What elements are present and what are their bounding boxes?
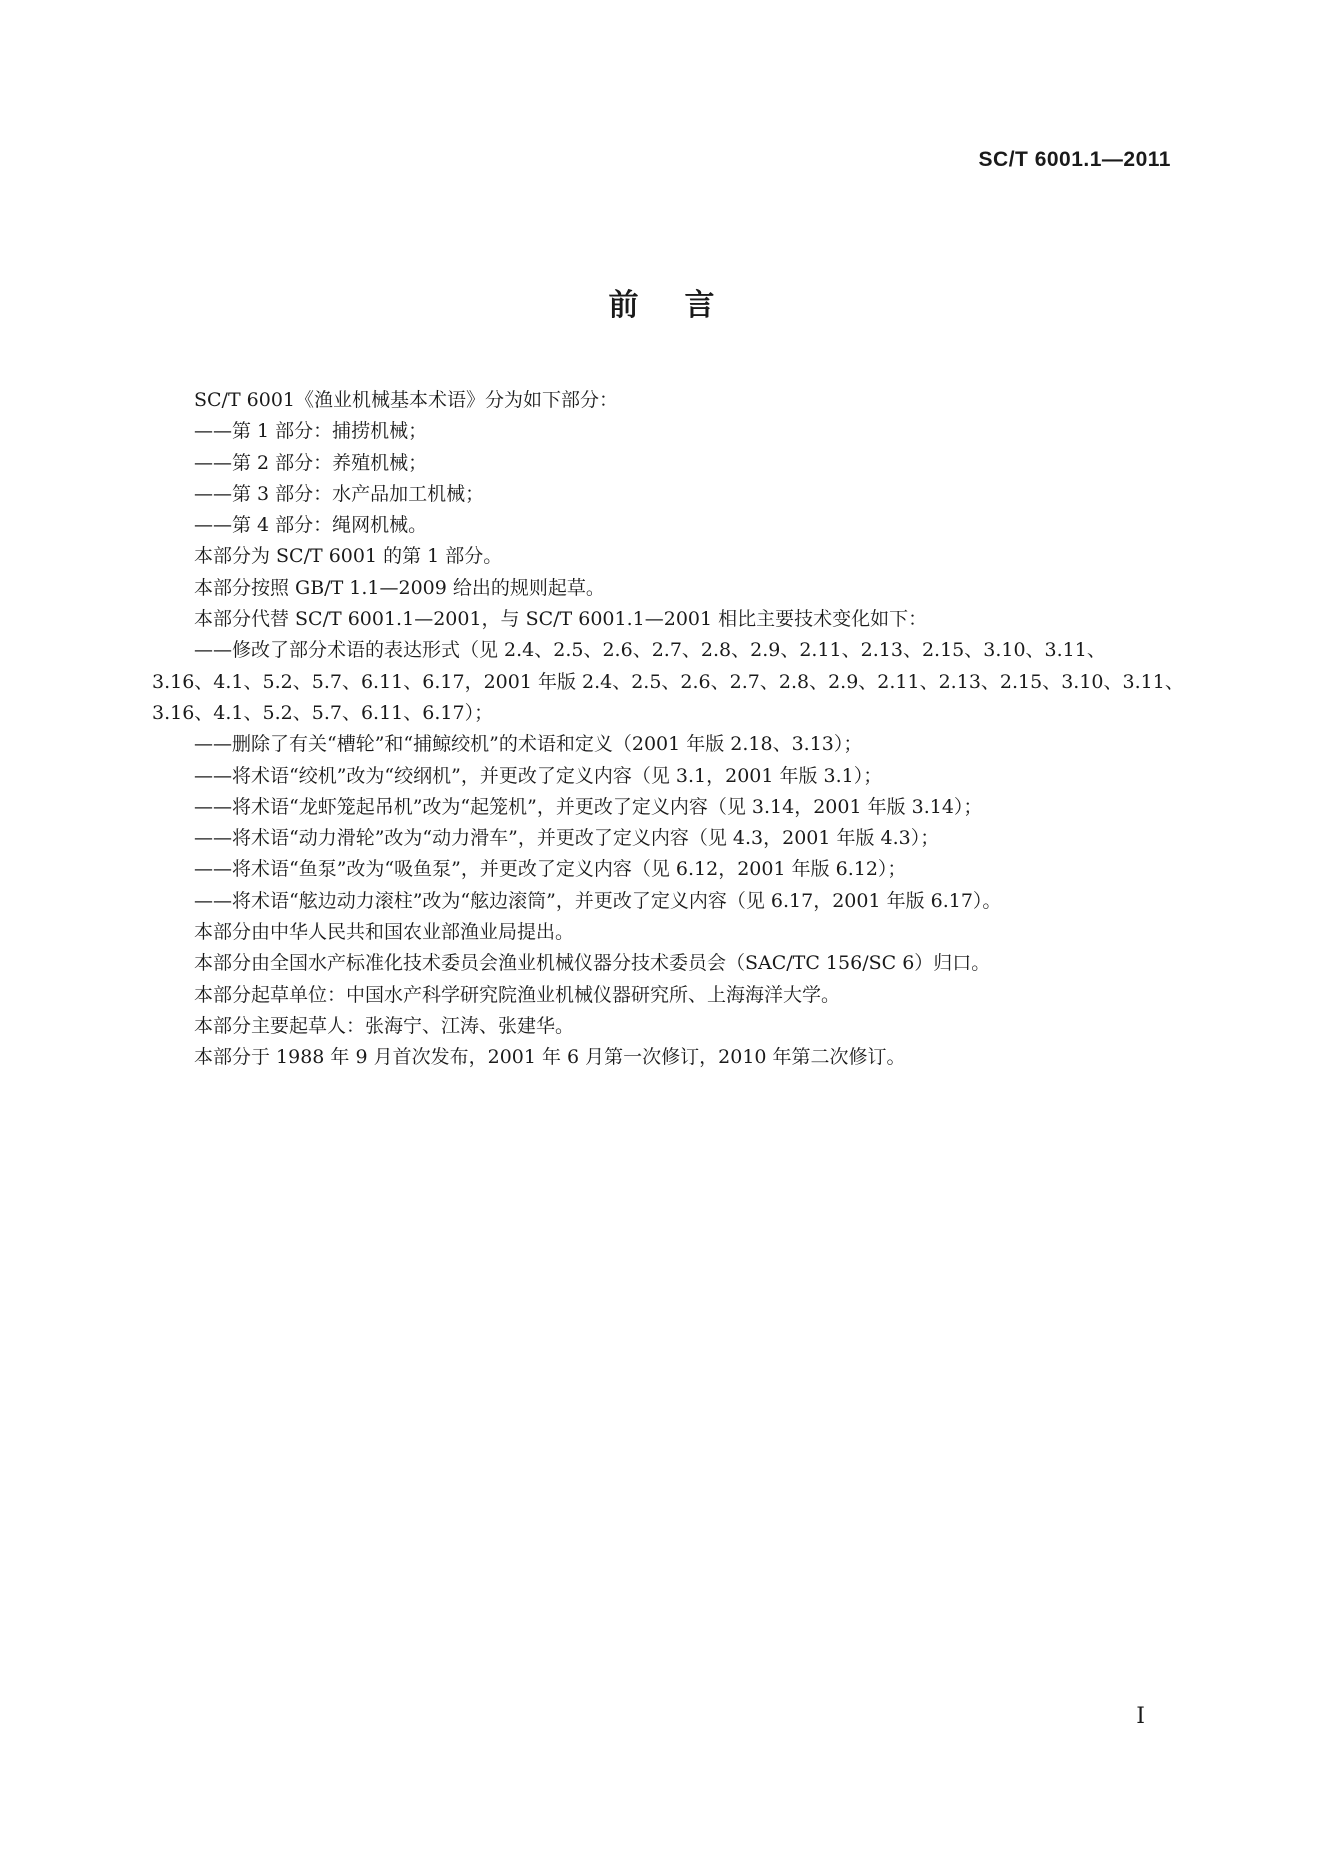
change-list-item: ——修改了部分术语的表达形式（见 2.4、2.5、2.6、2.7、2.8、2.9、2.11、2.13、2.15、3.10、3.11、 [194, 639, 1106, 662]
change-list-item-continuation: 3.16、4.1、5.2、5.7、6.11、6.17，2001 年版 2.4、2.5、2.6、2.7、2.8、2.9、2.11、2.13、2.15、3.10、3.11、 [152, 670, 1184, 693]
change-list-item: ——将术语“动力滑轮”改为“动力滑车”，并更改了定义内容（见 4.3，2001 年版 4.3）； [194, 827, 940, 850]
replacement-statement: 本部分代替 SC/T 6001.1—2001，与 SC/T 6001.1—2001 相比主要技术变化如下： [194, 608, 928, 631]
drafters-statement: 本部分主要起草人：张海宁、江涛、张建华。 [194, 1014, 575, 1037]
change-list-item: ——将术语“鱼泵”改为“吸鱼泵”，并更改了定义内容（见 6.12，2001 年版 6.12）； [194, 858, 907, 881]
change-list-item: ——将术语“龙虾笼起吊机”改为“起笼机”，并更改了定义内容（见 3.14，2001 年版 3.14）； [194, 795, 983, 818]
foreword-body [152, 385, 1197, 1074]
centralized-by-statement: 本部分由全国水产标准化技术委员会渔业机械仪器分技术委员会（SAC/TC 156/SC 6）归口。 [194, 952, 991, 975]
document-code: SC/T 6001.1—2011 [978, 148, 1171, 171]
proposer-statement: 本部分由中华人民共和国农业部渔业局提出。 [194, 921, 575, 944]
page-title: 前言 [608, 288, 761, 323]
part-statement: 本部分为 SC/T 6001 的第 1 部分。 [194, 545, 503, 568]
page-number: I [1136, 1704, 1145, 1729]
part-list-item: ——第 2 部分：养殖机械； [194, 451, 428, 474]
history-statement: 本部分于 1988 年 9 月首次发布，2001 年 6 月第一次修订，2010 年第二次修订。 [194, 1046, 906, 1069]
intro-paragraph: SC/T 6001《渔业机械基本术语》分为如下部分： [194, 389, 619, 411]
drafting-rules-statement: 本部分按照 GB/T 1.1—2009 给出的规则起草。 [194, 576, 605, 599]
change-list-item: ——将术语“舷边动力滚柱”改为“舷边滚筒”，并更改了定义内容（见 6.17，2001 年版 6.17）。 [194, 889, 1002, 912]
part-list-item: ——第 4 部分：绳网机械。 [194, 514, 428, 537]
drafting-units-statement: 本部分起草单位：中国水产科学研究院渔业机械仪器研究所、上海海洋大学。 [194, 983, 841, 1006]
change-list-item-continuation: 3.16、4.1、5.2、5.7、6.11、6.17）； [152, 701, 494, 724]
part-list-item: ——第 1 部分：捕捞机械； [194, 420, 428, 443]
change-list-item: ——删除了有关“槽轮”和“捕鲸绞机”的术语和定义（2001 年版 2.18、3.13）； [194, 733, 863, 756]
change-list-item: ——将术语“绞机”改为“绞纲机”，并更改了定义内容（见 3.1，2001 年版 3.1）； [194, 764, 883, 787]
part-list-item: ——第 3 部分：水产品加工机械； [194, 482, 485, 505]
